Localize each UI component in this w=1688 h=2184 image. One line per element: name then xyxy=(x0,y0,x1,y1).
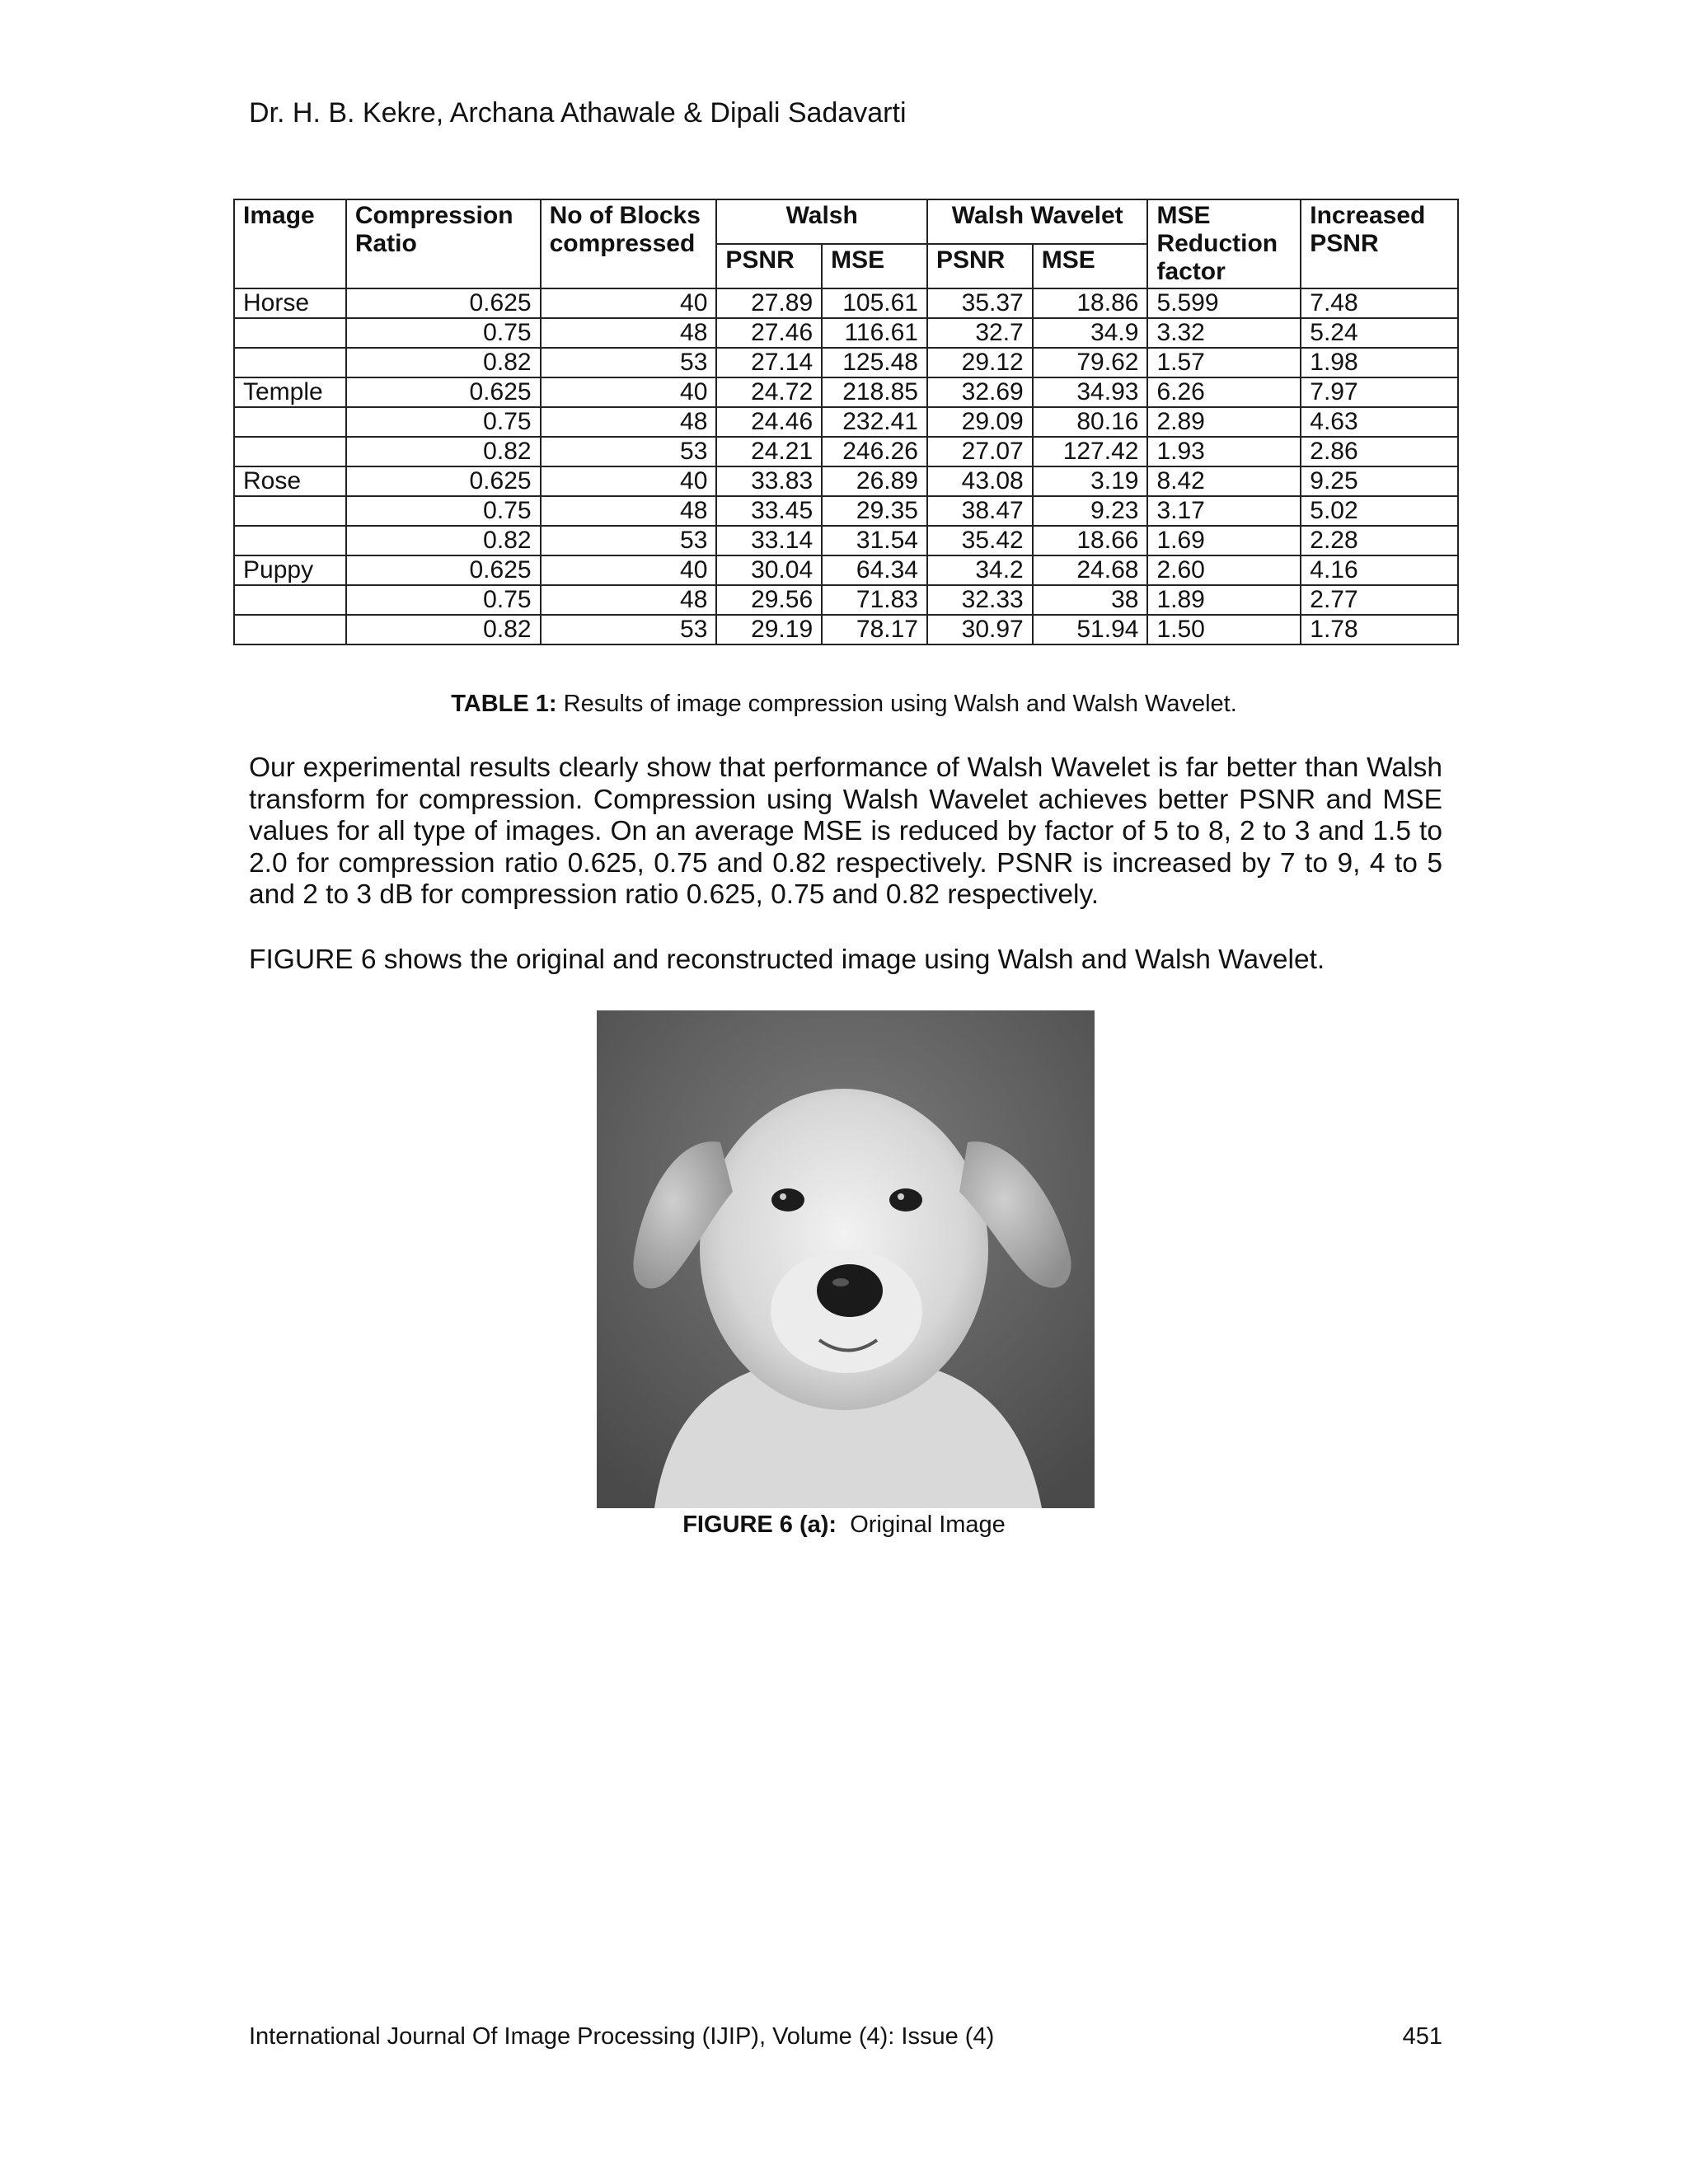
cell-wavelet-mse: 51.94 xyxy=(1033,615,1148,644)
cell-image-name: Rose xyxy=(234,466,346,496)
cell-compression-ratio: 0.82 xyxy=(346,526,541,555)
figure-intro-paragraph: FIGURE 6 shows the original and reconstructed image using Walsh and Walsh Wavelet. xyxy=(249,944,1325,975)
cell-walsh-mse: 29.35 xyxy=(822,496,927,526)
cell-walsh-psnr: 29.19 xyxy=(716,615,822,644)
cell-mse-reduction-factor: 1.50 xyxy=(1147,615,1301,644)
cell-walsh-mse: 125.48 xyxy=(822,348,927,377)
table-caption xyxy=(0,691,1688,718)
cell-increased-psnr: 1.78 xyxy=(1301,615,1458,644)
results-table-body xyxy=(234,288,1458,644)
cell-wavelet-psnr: 35.42 xyxy=(927,526,1033,555)
cell-mse-reduction-factor: 1.69 xyxy=(1147,526,1301,555)
cell-wavelet-mse: 38 xyxy=(1033,585,1148,615)
cell-image-name: Horse xyxy=(234,288,346,318)
header-increased-psnr: Increased PSNR xyxy=(1301,199,1458,288)
page-footer xyxy=(249,2023,1442,2050)
cell-walsh-psnr: 24.21 xyxy=(716,437,822,466)
table-row xyxy=(234,437,1458,466)
cell-walsh-psnr: 27.14 xyxy=(716,348,822,377)
cell-blocks-compressed: 40 xyxy=(541,555,717,585)
cell-image-name xyxy=(234,407,346,437)
cell-mse-reduction-factor: 6.26 xyxy=(1147,377,1301,407)
cell-wavelet-psnr: 38.47 xyxy=(927,496,1033,526)
cell-mse-reduction-factor: 1.93 xyxy=(1147,437,1301,466)
table-row xyxy=(234,496,1458,526)
cell-increased-psnr: 5.24 xyxy=(1301,318,1458,348)
cell-walsh-psnr: 27.46 xyxy=(716,318,822,348)
table-caption-text: Results of image compression using Walsh and Walsh Wavelet. xyxy=(556,691,1237,717)
cell-image-name xyxy=(234,526,346,555)
cell-increased-psnr: 2.86 xyxy=(1301,437,1458,466)
cell-increased-psnr: 5.02 xyxy=(1301,496,1458,526)
table-row xyxy=(234,348,1458,377)
cell-wavelet-mse: 24.68 xyxy=(1033,555,1148,585)
cell-walsh-mse: 232.41 xyxy=(822,407,927,437)
cell-wavelet-psnr: 27.07 xyxy=(927,437,1033,466)
header-compression-ratio: Compression Ratio xyxy=(346,199,541,288)
cell-mse-reduction-factor: 8.42 xyxy=(1147,466,1301,496)
cell-walsh-psnr: 24.46 xyxy=(716,407,822,437)
cell-wavelet-psnr: 35.37 xyxy=(927,288,1033,318)
cell-image-name xyxy=(234,318,346,348)
table-row xyxy=(234,466,1458,496)
cell-image-name xyxy=(234,615,346,644)
cell-blocks-compressed: 53 xyxy=(541,615,717,644)
cell-walsh-psnr: 30.04 xyxy=(716,555,822,585)
header-wavelet-mse: MSE xyxy=(1033,244,1148,288)
header-walsh: Walsh xyxy=(716,199,927,244)
cell-compression-ratio: 0.625 xyxy=(346,377,541,407)
cell-compression-ratio: 0.625 xyxy=(346,555,541,585)
cell-wavelet-mse: 34.93 xyxy=(1033,377,1148,407)
header-blocks-compressed: No of Blocks compressed xyxy=(541,199,717,288)
running-header: Dr. H. B. Kekre, Archana Athawale & Dipali Sadavarti xyxy=(249,97,907,129)
cell-walsh-mse: 218.85 xyxy=(822,377,927,407)
cell-blocks-compressed: 48 xyxy=(541,496,717,526)
table-row xyxy=(234,615,1458,644)
cell-wavelet-mse: 3.19 xyxy=(1033,466,1148,496)
cell-wavelet-psnr: 34.2 xyxy=(927,555,1033,585)
cell-compression-ratio: 0.625 xyxy=(346,466,541,496)
cell-blocks-compressed: 40 xyxy=(541,466,717,496)
cell-wavelet-mse: 127.42 xyxy=(1033,437,1148,466)
cell-compression-ratio: 0.75 xyxy=(346,407,541,437)
figure-caption-label: FIGURE 6 (a): xyxy=(682,1511,837,1538)
cell-blocks-compressed: 48 xyxy=(541,407,717,437)
cell-image-name xyxy=(234,437,346,466)
cell-wavelet-mse: 18.86 xyxy=(1033,288,1148,318)
cell-blocks-compressed: 40 xyxy=(541,288,717,318)
figure-caption xyxy=(0,1511,1688,1539)
cell-walsh-mse: 71.83 xyxy=(822,585,927,615)
cell-blocks-compressed: 48 xyxy=(541,318,717,348)
table-caption-label: TABLE 1: xyxy=(451,691,557,717)
cell-walsh-psnr: 27.89 xyxy=(716,288,822,318)
header-wavelet-psnr: PSNR xyxy=(927,244,1033,288)
table-row xyxy=(234,555,1458,585)
cell-image-name xyxy=(234,348,346,377)
cell-increased-psnr: 9.25 xyxy=(1301,466,1458,496)
cell-increased-psnr: 7.48 xyxy=(1301,288,1458,318)
header-walsh-psnr: PSNR xyxy=(716,244,822,288)
cell-wavelet-psnr: 43.08 xyxy=(927,466,1033,496)
table-row xyxy=(234,318,1458,348)
cell-image-name: Puppy xyxy=(234,555,346,585)
cell-blocks-compressed: 40 xyxy=(541,377,717,407)
cell-wavelet-psnr: 30.97 xyxy=(927,615,1033,644)
header-walsh-wavelet: Walsh Wavelet xyxy=(927,199,1147,244)
table-row xyxy=(234,288,1458,318)
cell-walsh-mse: 246.26 xyxy=(822,437,927,466)
cell-wavelet-mse: 18.66 xyxy=(1033,526,1148,555)
table-row xyxy=(234,585,1458,615)
cell-compression-ratio: 0.82 xyxy=(346,615,541,644)
figure-caption-text: Original Image xyxy=(837,1511,1006,1538)
cell-wavelet-mse: 34.9 xyxy=(1033,318,1148,348)
cell-walsh-mse: 116.61 xyxy=(822,318,927,348)
cell-wavelet-psnr: 29.09 xyxy=(927,407,1033,437)
cell-wavelet-mse: 80.16 xyxy=(1033,407,1148,437)
table-row xyxy=(234,526,1458,555)
cell-compression-ratio: 0.75 xyxy=(346,496,541,526)
cell-compression-ratio: 0.625 xyxy=(346,288,541,318)
cell-walsh-psnr: 33.14 xyxy=(716,526,822,555)
cell-image-name xyxy=(234,585,346,615)
cell-increased-psnr: 4.16 xyxy=(1301,555,1458,585)
results-table xyxy=(233,199,1459,645)
cell-increased-psnr: 2.77 xyxy=(1301,585,1458,615)
cell-mse-reduction-factor: 3.32 xyxy=(1147,318,1301,348)
cell-walsh-mse: 64.34 xyxy=(822,555,927,585)
cell-walsh-mse: 78.17 xyxy=(822,615,927,644)
cell-wavelet-psnr: 32.33 xyxy=(927,585,1033,615)
cell-compression-ratio: 0.75 xyxy=(346,585,541,615)
cell-compression-ratio: 0.82 xyxy=(346,437,541,466)
cell-blocks-compressed: 48 xyxy=(541,585,717,615)
cell-walsh-psnr: 24.72 xyxy=(716,377,822,407)
puppy-photo xyxy=(597,1010,1095,1508)
header-mse-reduction-factor: MSE Reduction factor xyxy=(1147,199,1301,288)
cell-image-name: Temple xyxy=(234,377,346,407)
cell-increased-psnr: 4.63 xyxy=(1301,407,1458,437)
puppy-illustration xyxy=(597,1010,1095,1508)
results-paragraph: Our experimental results clearly show that performance of Walsh Wavelet is far better than Walsh transform for compression. Compression using Walsh Wavelet achieves better PSNR and MSE values for all type of images. On an average MSE is reduced by factor of 5 to 8, 2 to 3 and 1.5 to 2.0 for compression ratio 0.625, 0.75 and 0.82 respectively. PSNR is increased by 7 to 9, 4 to 5 and 2 to 3 dB for compression ratio 0.625, 0.75 and 0.82 respectively. xyxy=(249,752,1442,910)
cell-wavelet-mse: 79.62 xyxy=(1033,348,1148,377)
cell-compression-ratio: 0.82 xyxy=(346,348,541,377)
cell-image-name xyxy=(234,496,346,526)
cell-walsh-psnr: 33.45 xyxy=(716,496,822,526)
cell-walsh-mse: 105.61 xyxy=(822,288,927,318)
cell-mse-reduction-factor: 2.60 xyxy=(1147,555,1301,585)
cell-mse-reduction-factor: 2.89 xyxy=(1147,407,1301,437)
cell-wavelet-mse: 9.23 xyxy=(1033,496,1148,526)
cell-mse-reduction-factor: 3.17 xyxy=(1147,496,1301,526)
cell-wavelet-psnr: 32.7 xyxy=(927,318,1033,348)
page-number: 451 xyxy=(1402,2023,1442,2050)
cell-walsh-psnr: 29.56 xyxy=(716,585,822,615)
cell-blocks-compressed: 53 xyxy=(541,348,717,377)
cell-mse-reduction-factor: 1.57 xyxy=(1147,348,1301,377)
cell-walsh-mse: 31.54 xyxy=(822,526,927,555)
cell-mse-reduction-factor: 5.599 xyxy=(1147,288,1301,318)
cell-wavelet-psnr: 29.12 xyxy=(927,348,1033,377)
cell-increased-psnr: 7.97 xyxy=(1301,377,1458,407)
table-row xyxy=(234,407,1458,437)
cell-blocks-compressed: 53 xyxy=(541,526,717,555)
header-walsh-mse: MSE xyxy=(822,244,927,288)
cell-increased-psnr: 2.28 xyxy=(1301,526,1458,555)
cell-compression-ratio: 0.75 xyxy=(346,318,541,348)
cell-wavelet-psnr: 32.69 xyxy=(927,377,1033,407)
cell-walsh-mse: 26.89 xyxy=(822,466,927,496)
cell-walsh-psnr: 33.83 xyxy=(716,466,822,496)
cell-mse-reduction-factor: 1.89 xyxy=(1147,585,1301,615)
table-row xyxy=(234,377,1458,407)
journal-citation: International Journal Of Image Processing (IJIP), Volume (4): Issue (4) xyxy=(249,2023,995,2050)
cell-increased-psnr: 1.98 xyxy=(1301,348,1458,377)
cell-blocks-compressed: 53 xyxy=(541,437,717,466)
header-image: Image xyxy=(234,199,346,288)
